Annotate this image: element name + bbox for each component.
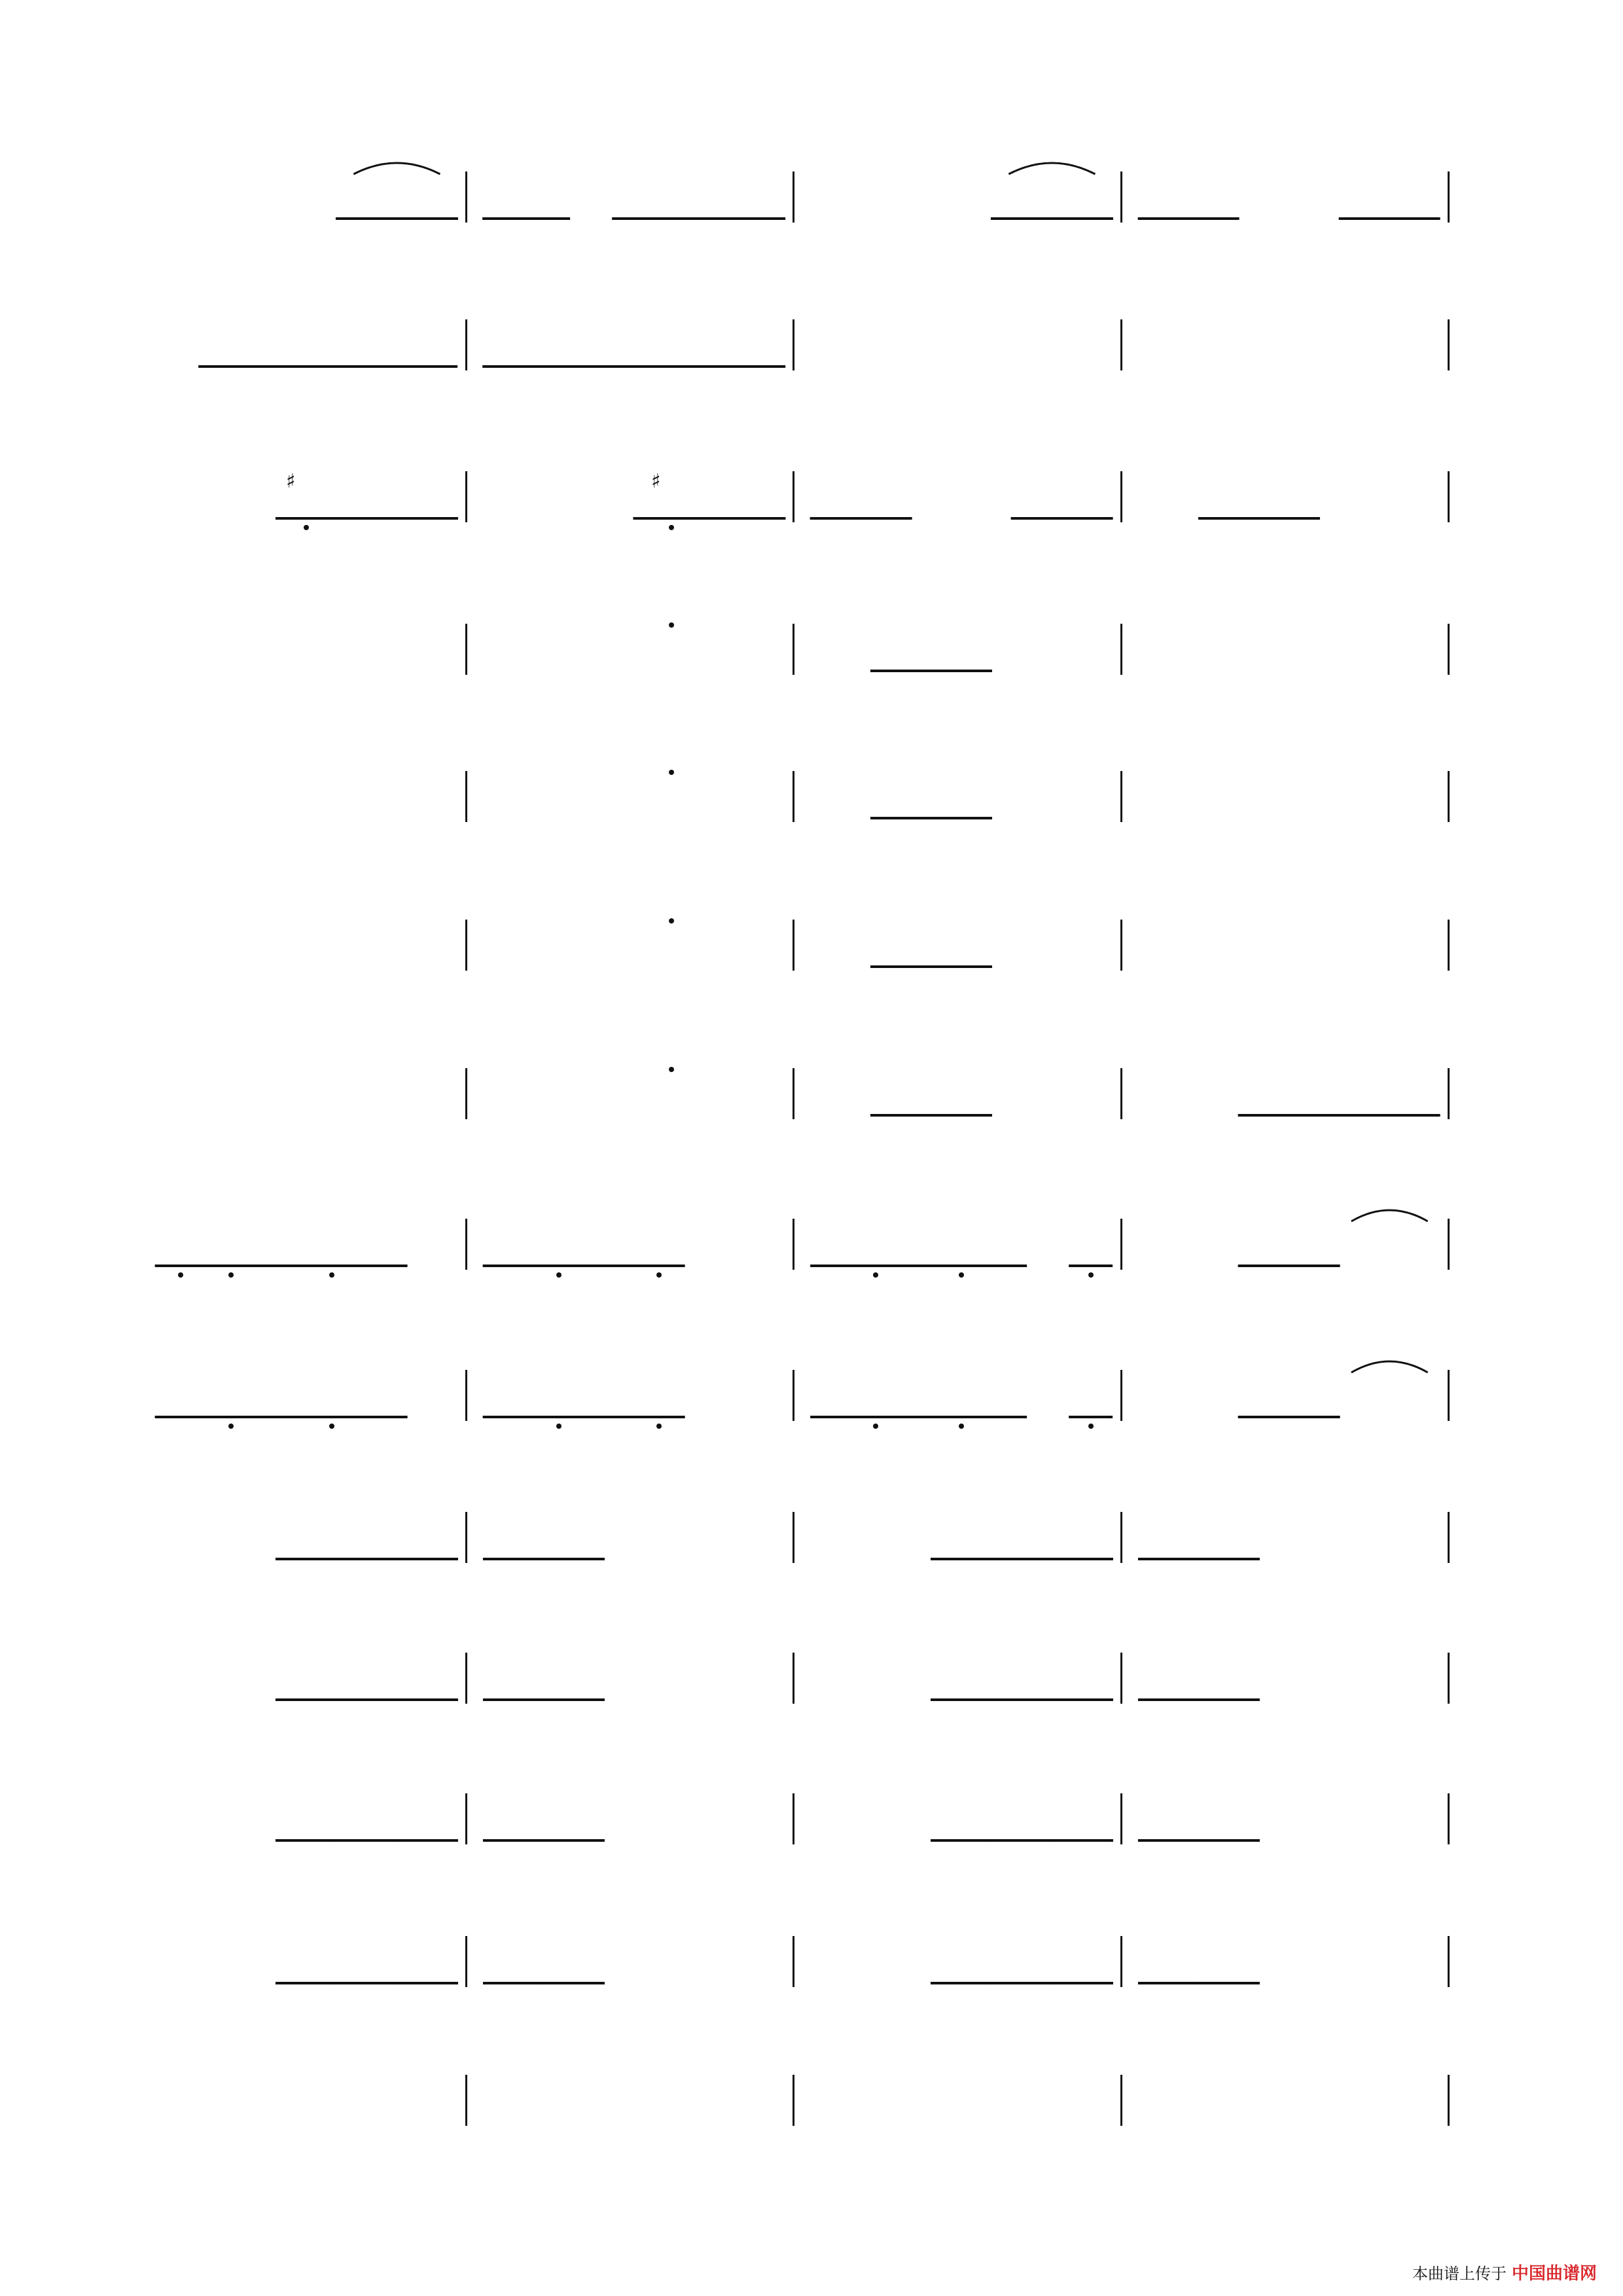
underline bbox=[483, 365, 522, 368]
underline bbox=[284, 365, 329, 368]
lower-octave-dot bbox=[656, 1272, 662, 1278]
underline bbox=[655, 217, 700, 220]
underline bbox=[256, 1265, 308, 1267]
barline bbox=[465, 1936, 467, 1987]
sharp-sign: ♯ bbox=[651, 470, 661, 493]
underline bbox=[741, 217, 785, 220]
barline bbox=[793, 1793, 794, 1844]
underline bbox=[520, 365, 560, 368]
underline bbox=[558, 365, 597, 368]
lower-octave-dot bbox=[656, 1424, 662, 1429]
barline bbox=[1120, 920, 1122, 971]
underline bbox=[931, 1558, 992, 1560]
underline bbox=[414, 365, 458, 368]
underline bbox=[698, 217, 742, 220]
lower-octave-dot bbox=[329, 1424, 334, 1429]
underline bbox=[396, 517, 457, 520]
barline bbox=[1448, 2075, 1450, 2126]
underline bbox=[1289, 1114, 1340, 1117]
underline bbox=[543, 1558, 605, 1560]
underline bbox=[1198, 517, 1260, 520]
barline bbox=[1120, 471, 1122, 522]
underline bbox=[583, 1265, 635, 1267]
underline bbox=[931, 1982, 992, 1984]
underline bbox=[931, 817, 992, 819]
underline bbox=[870, 817, 932, 819]
barline bbox=[793, 471, 794, 522]
underline bbox=[396, 1698, 457, 1701]
barline bbox=[1120, 1068, 1122, 1119]
underline bbox=[897, 1265, 941, 1267]
barline bbox=[1120, 2075, 1122, 2126]
underline bbox=[939, 1265, 984, 1267]
footer bbox=[1412, 2260, 1597, 2284]
underline bbox=[155, 1416, 207, 1418]
underline bbox=[746, 365, 785, 368]
underline bbox=[991, 217, 1052, 220]
barline bbox=[1448, 1936, 1450, 1987]
underline bbox=[1138, 1839, 1200, 1842]
underline bbox=[276, 1982, 337, 1984]
barline bbox=[465, 771, 467, 822]
underline bbox=[991, 1558, 1052, 1560]
barline bbox=[1448, 1793, 1450, 1844]
underline bbox=[991, 1982, 1052, 1984]
underline bbox=[1238, 1416, 1290, 1418]
underline bbox=[336, 1558, 397, 1560]
underline bbox=[543, 1839, 605, 1842]
underline bbox=[633, 1265, 685, 1267]
site-logo: 中国曲谱网 bbox=[1511, 2264, 1597, 2284]
underline bbox=[483, 1982, 544, 1984]
barline bbox=[1120, 171, 1122, 223]
lower-octave-dot bbox=[873, 1424, 878, 1429]
underline bbox=[931, 670, 992, 672]
underline bbox=[370, 365, 415, 368]
underline bbox=[931, 1698, 992, 1701]
underline bbox=[870, 1114, 932, 1117]
barline bbox=[1448, 920, 1450, 971]
underline bbox=[526, 217, 570, 220]
barline bbox=[465, 471, 467, 522]
underline bbox=[1051, 1698, 1113, 1701]
barline bbox=[793, 624, 794, 675]
underline bbox=[256, 1416, 308, 1418]
lower-octave-dot bbox=[178, 1272, 183, 1278]
underline bbox=[853, 1416, 898, 1418]
underline bbox=[1138, 1558, 1200, 1560]
underline bbox=[931, 1839, 992, 1842]
underline bbox=[241, 365, 286, 368]
lower-octave-dot bbox=[1088, 1424, 1094, 1429]
underline bbox=[276, 1558, 337, 1560]
underline bbox=[198, 365, 243, 368]
barline bbox=[465, 1068, 467, 1119]
lower-octave-dot bbox=[669, 525, 674, 530]
underline bbox=[205, 1265, 257, 1267]
upper-octave-dot bbox=[669, 622, 674, 628]
underline bbox=[483, 1839, 544, 1842]
lower-octave-dot bbox=[556, 1272, 562, 1278]
underline bbox=[336, 1982, 397, 1984]
underline bbox=[483, 1698, 544, 1701]
underline bbox=[533, 1416, 584, 1418]
underline bbox=[810, 1416, 855, 1418]
barline bbox=[793, 1936, 794, 1987]
underline bbox=[1051, 1982, 1113, 1984]
underline bbox=[1198, 1558, 1260, 1560]
barline bbox=[465, 624, 467, 675]
underline bbox=[356, 1416, 408, 1418]
underline bbox=[1069, 1265, 1113, 1267]
underline bbox=[1138, 217, 1190, 220]
underline bbox=[336, 217, 397, 220]
underline bbox=[205, 1416, 257, 1418]
underline bbox=[853, 1265, 898, 1267]
underline bbox=[483, 217, 527, 220]
underline bbox=[396, 1558, 457, 1560]
underline bbox=[931, 1114, 992, 1117]
underline bbox=[596, 365, 635, 368]
barline bbox=[1448, 319, 1450, 370]
lower-octave-dot bbox=[959, 1272, 964, 1278]
underline bbox=[483, 1558, 544, 1560]
underline bbox=[612, 217, 656, 220]
barline bbox=[465, 1793, 467, 1844]
barline bbox=[465, 2075, 467, 2126]
barline bbox=[465, 920, 467, 971]
barline bbox=[1120, 624, 1122, 675]
barline bbox=[1120, 1219, 1122, 1270]
underline bbox=[870, 670, 932, 672]
barline bbox=[1120, 319, 1122, 370]
barline bbox=[793, 920, 794, 971]
barline bbox=[793, 1653, 794, 1704]
underline bbox=[991, 1698, 1052, 1701]
underline bbox=[483, 1265, 535, 1267]
underline bbox=[810, 1265, 855, 1267]
barline bbox=[465, 171, 467, 223]
barline bbox=[465, 1370, 467, 1421]
underline bbox=[543, 1698, 605, 1701]
underline bbox=[276, 1839, 337, 1842]
underline bbox=[396, 1839, 457, 1842]
lower-octave-dot bbox=[556, 1424, 562, 1429]
barline bbox=[465, 1653, 467, 1704]
barline bbox=[1120, 771, 1122, 822]
underline bbox=[1289, 1416, 1340, 1418]
underline bbox=[931, 965, 992, 968]
underline bbox=[982, 1416, 1027, 1418]
barline bbox=[793, 1219, 794, 1270]
barline bbox=[1120, 1936, 1122, 1987]
underline bbox=[709, 365, 748, 368]
sharp-sign: ♯ bbox=[285, 470, 296, 493]
underline bbox=[1188, 217, 1240, 220]
underline bbox=[1198, 1982, 1260, 1984]
underline bbox=[1289, 1265, 1340, 1267]
underline bbox=[583, 1416, 635, 1418]
underline bbox=[1051, 217, 1113, 220]
underline bbox=[633, 517, 710, 520]
underline bbox=[709, 517, 785, 520]
underline bbox=[939, 1416, 984, 1418]
upper-octave-dot bbox=[669, 1067, 674, 1072]
barline bbox=[1120, 1793, 1122, 1844]
barline bbox=[1120, 1653, 1122, 1704]
lower-octave-dot bbox=[228, 1424, 234, 1429]
barline bbox=[793, 171, 794, 223]
lower-octave-dot bbox=[873, 1272, 878, 1278]
underline bbox=[1339, 217, 1391, 220]
underline bbox=[276, 517, 337, 520]
barline bbox=[465, 319, 467, 370]
lower-octave-dot bbox=[329, 1272, 334, 1278]
underline bbox=[336, 517, 397, 520]
underline bbox=[982, 1265, 1027, 1267]
underline bbox=[1051, 1558, 1113, 1560]
barline bbox=[1120, 1370, 1122, 1421]
underline bbox=[483, 1416, 535, 1418]
barline bbox=[1448, 624, 1450, 675]
underline bbox=[1138, 1698, 1200, 1701]
barline bbox=[793, 771, 794, 822]
upper-octave-dot bbox=[669, 918, 674, 924]
lower-octave-dot bbox=[1088, 1272, 1094, 1278]
underline bbox=[870, 965, 932, 968]
underline bbox=[1061, 517, 1113, 520]
underline bbox=[810, 517, 862, 520]
barline bbox=[1448, 1068, 1450, 1119]
barline bbox=[1120, 1512, 1122, 1563]
lower-octave-dot bbox=[228, 1272, 234, 1278]
underline bbox=[671, 365, 710, 368]
underline bbox=[633, 1416, 685, 1418]
underline bbox=[533, 1265, 584, 1267]
underline bbox=[356, 1265, 408, 1267]
underline bbox=[1258, 517, 1320, 520]
lower-octave-dot bbox=[304, 525, 309, 530]
barline bbox=[1448, 1512, 1450, 1563]
underline bbox=[155, 1265, 207, 1267]
barline bbox=[1448, 1653, 1450, 1704]
underline bbox=[991, 1839, 1052, 1842]
barline bbox=[465, 1219, 467, 1270]
barline bbox=[1448, 1219, 1450, 1270]
barline bbox=[793, 2075, 794, 2126]
upper-octave-dot bbox=[669, 770, 674, 775]
barline bbox=[793, 1512, 794, 1563]
underline bbox=[543, 1982, 605, 1984]
underline bbox=[1138, 1982, 1200, 1984]
underline bbox=[327, 365, 372, 368]
underline bbox=[861, 517, 912, 520]
underline bbox=[1198, 1839, 1260, 1842]
underline bbox=[1238, 1114, 1290, 1117]
underline bbox=[897, 1416, 941, 1418]
underline bbox=[276, 1698, 337, 1701]
underline bbox=[306, 1265, 357, 1267]
barline bbox=[1448, 171, 1450, 223]
barline bbox=[1448, 1370, 1450, 1421]
barline bbox=[1448, 471, 1450, 522]
underline bbox=[633, 365, 673, 368]
underline bbox=[1069, 1416, 1113, 1418]
underline bbox=[306, 1416, 357, 1418]
underline bbox=[396, 1982, 457, 1984]
underline bbox=[1198, 1698, 1260, 1701]
underline bbox=[396, 217, 457, 220]
lower-octave-dot bbox=[959, 1424, 964, 1429]
underline bbox=[1339, 1114, 1391, 1117]
barline bbox=[465, 1512, 467, 1563]
underline bbox=[1238, 1265, 1290, 1267]
underline bbox=[1389, 217, 1440, 220]
underline bbox=[336, 1698, 397, 1701]
footer-text: 本曲谱上传于 bbox=[1412, 2265, 1507, 2283]
underline bbox=[1051, 1839, 1113, 1842]
barline bbox=[1448, 771, 1450, 822]
barline bbox=[793, 1068, 794, 1119]
barline bbox=[793, 319, 794, 370]
underline bbox=[336, 1839, 397, 1842]
barline bbox=[793, 1370, 794, 1421]
underline bbox=[1389, 1114, 1440, 1117]
underline bbox=[1011, 517, 1063, 520]
